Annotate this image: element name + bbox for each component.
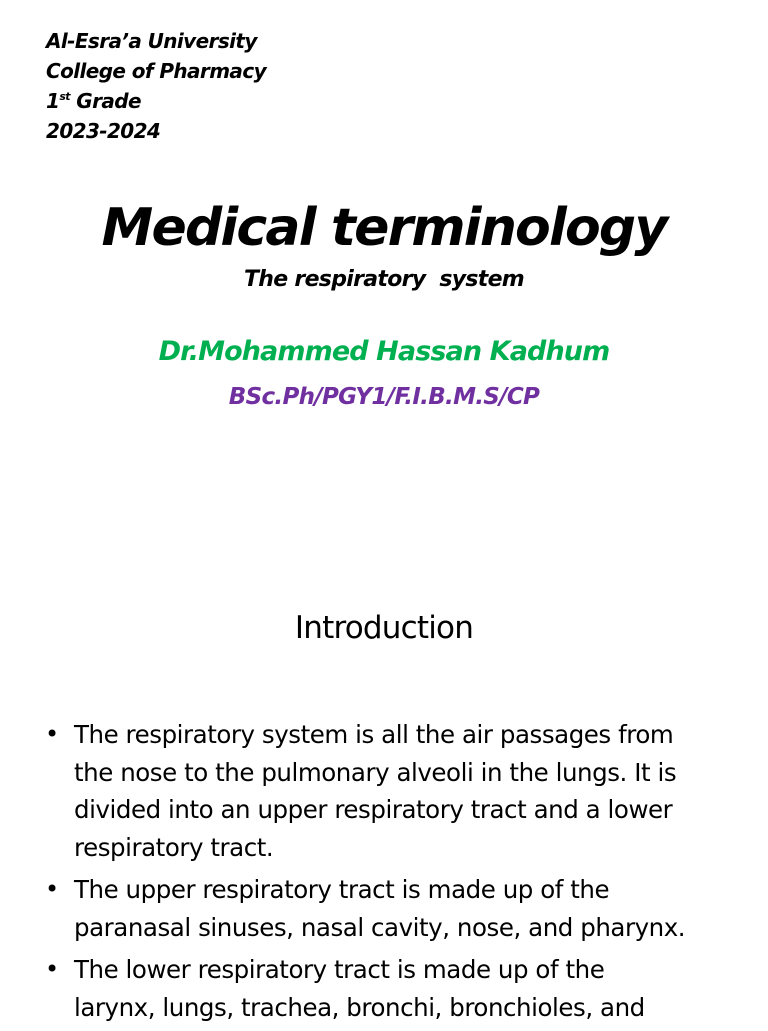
grade-number: 1 bbox=[46, 89, 60, 113]
bullet-line: respiratory tract. bbox=[74, 832, 274, 862]
bullet-item bbox=[0, 871, 768, 946]
bullet-line: The upper respiratory tract is made up of the bbox=[74, 875, 610, 904]
grade-suffix: st bbox=[59, 90, 70, 103]
grade-word: Grade bbox=[69, 89, 141, 113]
bullet-list bbox=[0, 716, 768, 1031]
bullet-line: The respiratory system is all the air passages from bbox=[74, 720, 674, 749]
bullet-line: larynx, lungs, trachea, bronchi, bronchioles, and bbox=[74, 992, 645, 1022]
university-name: Al-Esra’a University bbox=[46, 29, 257, 53]
author-credentials: BSc.Ph/PGY1/F.I.B.M.S/CP bbox=[228, 384, 540, 410]
bullet-line: paranasal sinuses, nasal cavity, nose, and pharynx. bbox=[74, 912, 686, 942]
bullet-icon: • bbox=[45, 955, 59, 983]
grade-line bbox=[46, 86, 266, 116]
introduction-heading: Introduction bbox=[294, 610, 474, 646]
bullet-line: The lower respiratory tract is made up of the bbox=[74, 955, 605, 984]
bullet-line: divided into an upper respiratory tract and a lower bbox=[74, 795, 673, 824]
bullet-item bbox=[0, 716, 768, 866]
bullet-icon: • bbox=[45, 720, 59, 748]
page-title: Medical terminology bbox=[101, 198, 667, 258]
college-name: College of Pharmacy bbox=[46, 59, 267, 83]
document-header bbox=[46, 26, 266, 146]
academic-year: 2023-2024 bbox=[46, 119, 161, 143]
bullet-item bbox=[0, 951, 768, 1026]
page-subtitle: The respiratory system bbox=[243, 267, 525, 292]
author-name: Dr.Mohammed Hassan Kadhum bbox=[158, 336, 610, 367]
bullet-line: the nose to the pulmonary alveoli in the lungs. It is bbox=[74, 757, 677, 787]
bullet-icon: • bbox=[45, 875, 59, 903]
